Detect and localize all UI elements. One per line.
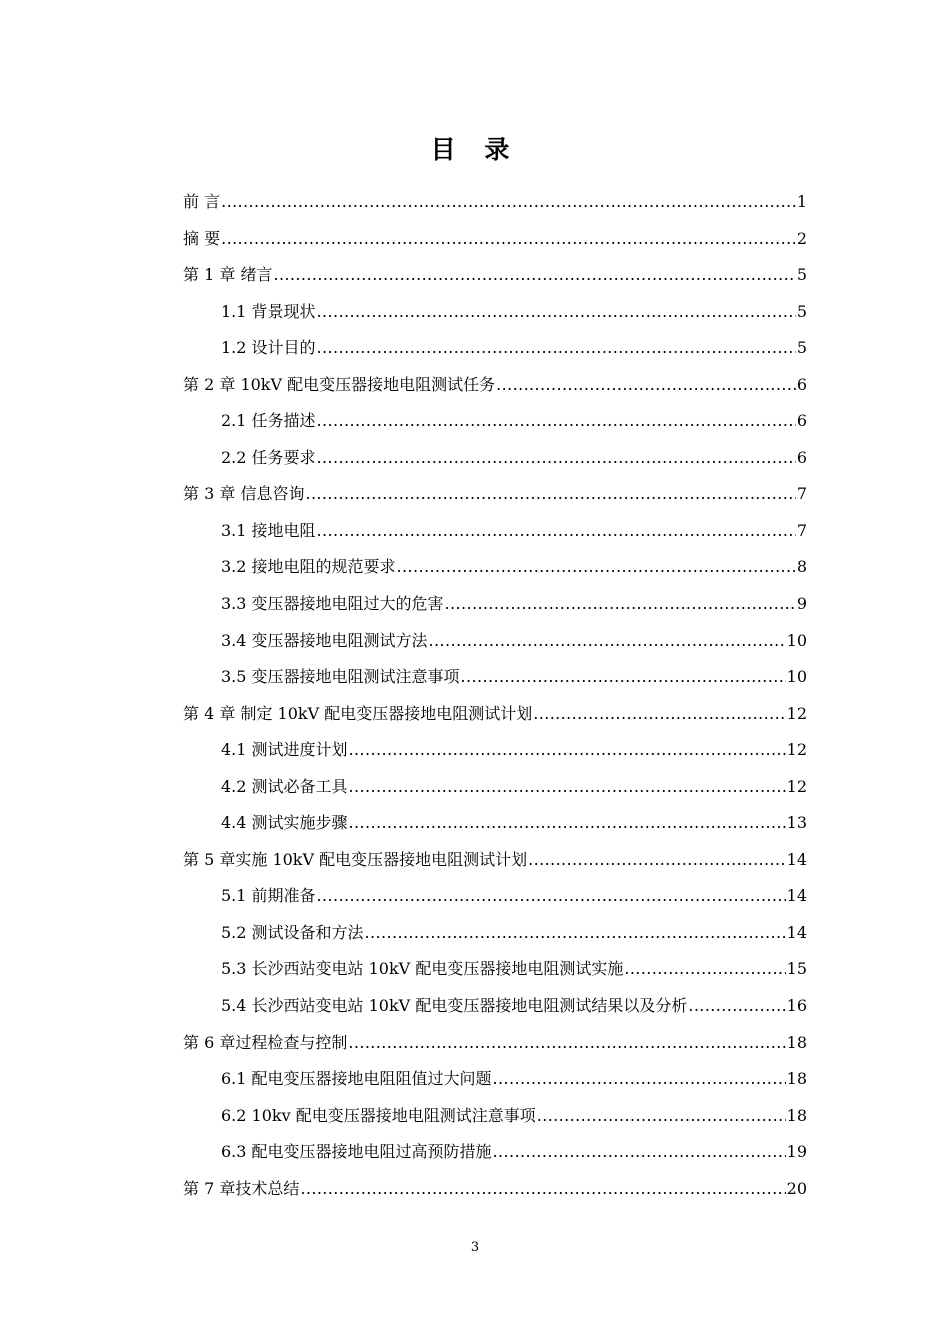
toc-entry[interactable] — [183, 367, 807, 404]
toc-leader-dots — [317, 878, 786, 915]
toc-leader-dots — [317, 294, 796, 331]
toc-entry-label: 第 3 章 信息咨询 — [183, 484, 305, 504]
toc-leader-dots — [317, 330, 796, 367]
toc-entry-page: 15 — [786, 959, 807, 979]
toc-entry-label: 3.2 接地电阻的规范要求 — [221, 557, 396, 577]
toc-entry-page: 10 — [786, 667, 807, 687]
toc-leader-dots — [397, 549, 796, 586]
toc-leader-dots — [533, 696, 785, 733]
toc-entry-page: 19 — [786, 1142, 807, 1162]
toc-entry-page: 9 — [796, 594, 807, 614]
toc-entry[interactable] — [183, 769, 807, 806]
toc-entry-label: 摘 要 — [183, 228, 221, 248]
toc-entry[interactable] — [183, 951, 807, 988]
toc-entry[interactable] — [183, 805, 807, 842]
toc-leader-dots — [349, 805, 786, 842]
toc-entry[interactable] — [183, 586, 807, 623]
toc-leader-dots — [528, 842, 786, 879]
toc-entry[interactable] — [183, 184, 807, 221]
toc-entry-label: 4.1 测试进度计划 — [221, 740, 348, 760]
toc-leader-dots — [349, 769, 786, 806]
toc-entry[interactable] — [183, 403, 807, 440]
toc-entry-page: 2 — [796, 228, 807, 248]
toc-entry-label: 3.4 变压器接地电阻测试方法 — [221, 630, 428, 650]
toc-leader-dots — [349, 732, 786, 769]
toc-entry-page: 6 — [796, 374, 807, 394]
toc-leader-dots — [688, 988, 785, 1025]
toc-entry[interactable] — [183, 257, 807, 294]
toc-entry[interactable] — [183, 1061, 807, 1098]
toc-leader-dots — [537, 1098, 786, 1135]
toc-entry-page: 5 — [796, 265, 807, 285]
toc-entry[interactable] — [183, 1171, 807, 1208]
toc-entry-page: 20 — [786, 1178, 807, 1198]
toc-entry-page: 12 — [786, 776, 807, 796]
toc-leader-dots — [493, 1061, 786, 1098]
toc-entry-label: 前 言 — [183, 192, 221, 211]
toc-entry-page: 7 — [796, 484, 807, 504]
toc-entry-label: 第 4 章 制定 10kV 配电变压器接地电阻测试计划 — [183, 703, 533, 723]
toc-entry-label: 6.1 配电变压器接地电阻阻值过大问题 — [221, 1069, 492, 1089]
toc-entry-page: 12 — [786, 703, 807, 723]
toc-entry-label: 1.1 背景现状 — [221, 301, 316, 321]
toc-entry[interactable] — [183, 513, 807, 550]
toc-entry-page: 12 — [786, 740, 807, 760]
toc-entry[interactable] — [183, 842, 807, 879]
toc-entry[interactable] — [183, 1098, 807, 1135]
toc-entry-label: 6.3 配电变压器接地电阻过高预防措施 — [221, 1142, 492, 1162]
toc-leader-dots — [317, 440, 796, 477]
toc-entry-page: 1 — [796, 192, 807, 211]
toc-leader-dots — [429, 623, 786, 660]
toc-leader-dots — [365, 915, 786, 952]
toc-entry-label: 2.2 任务要求 — [221, 447, 316, 467]
toc-leader-dots — [305, 476, 795, 513]
toc-entry-label: 4.2 测试必备工具 — [221, 776, 348, 796]
toc-entry-page: 18 — [786, 1105, 807, 1125]
toc-title: 目 录 — [430, 135, 520, 164]
toc-leader-dots — [317, 513, 796, 550]
toc-entry-page: 18 — [786, 1069, 807, 1089]
toc-leader-dots — [493, 1134, 786, 1171]
toc-entry-page: 16 — [786, 996, 807, 1016]
toc-entry-label: 5.4 长沙西站变电站 10kV 配电变压器接地电阻测试结果以及分析 — [221, 996, 688, 1016]
toc-leader-dots — [445, 586, 796, 623]
toc-entry-label: 5.1 前期准备 — [221, 886, 316, 906]
toc-entry-label: 5.3 长沙西站变电站 10kV 配电变压器接地电阻测试实施 — [221, 959, 624, 979]
toc-entry-page: 6 — [796, 447, 807, 467]
toc-entry[interactable] — [183, 330, 807, 367]
toc-entry-label: 第 5 章实施 10kV 配电变压器接地电阻测试计划 — [183, 849, 528, 869]
toc-entry-label: 3.3 变压器接地电阻过大的危害 — [221, 594, 444, 614]
toc-entry-label: 4.4 测试实施步骤 — [221, 813, 348, 833]
toc-entry[interactable] — [183, 915, 807, 952]
toc-entry[interactable] — [183, 221, 807, 258]
toc-entry-page: 5 — [796, 338, 807, 358]
toc-entry[interactable] — [183, 549, 807, 586]
toc-list — [183, 184, 807, 1207]
toc-entry-page: 14 — [786, 886, 807, 906]
toc-entry-page: 13 — [786, 813, 807, 833]
toc-entry[interactable] — [183, 988, 807, 1025]
toc-leader-dots — [221, 221, 796, 258]
toc-entry-page: 10 — [786, 630, 807, 650]
toc-entry[interactable] — [183, 476, 807, 513]
toc-entry-label: 3.1 接地电阻 — [221, 520, 316, 540]
toc-entry-label: 3.5 变压器接地电阻测试注意事项 — [221, 667, 460, 687]
toc-entry-page: 14 — [786, 922, 807, 942]
toc-entry-label: 第 1 章 绪言 — [183, 265, 273, 285]
toc-entry[interactable] — [183, 294, 807, 331]
toc-entry-label: 第 2 章 10kV 配电变压器接地电阻测试任务 — [183, 374, 496, 394]
toc-entry[interactable] — [183, 1025, 807, 1062]
toc-entry-label: 第 6 章过程检查与控制 — [183, 1032, 348, 1052]
toc-entry-page: 18 — [786, 1032, 807, 1052]
toc-entry-label: 2.1 任务描述 — [221, 411, 316, 431]
toc-entry[interactable] — [183, 696, 807, 733]
toc-leader-dots — [300, 1171, 785, 1208]
toc-entry-label: 1.2 设计目的 — [221, 338, 316, 358]
toc-leader-dots — [624, 951, 785, 988]
toc-leader-dots — [317, 403, 796, 440]
toc-entry[interactable] — [183, 440, 807, 477]
toc-leader-dots — [221, 184, 796, 221]
toc-entry[interactable] — [183, 623, 807, 660]
toc-entry-label: 5.2 测试设备和方法 — [221, 922, 364, 942]
toc-leader-dots — [348, 1025, 785, 1062]
toc-leader-dots — [496, 367, 796, 404]
toc-entry-page: 5 — [796, 301, 807, 321]
toc-entry-page: 8 — [796, 557, 807, 577]
page-number: 3 — [470, 1240, 480, 1255]
toc-entry-page: 7 — [796, 520, 807, 540]
toc-entry[interactable] — [183, 659, 807, 696]
toc-leader-dots — [273, 257, 795, 294]
toc-entry[interactable] — [183, 878, 807, 915]
toc-entry[interactable] — [183, 732, 807, 769]
toc-entry-label: 第 7 章技术总结 — [183, 1178, 300, 1198]
toc-entry-page: 6 — [796, 411, 807, 431]
toc-entry[interactable] — [183, 1134, 807, 1171]
toc-leader-dots — [461, 659, 786, 696]
toc-entry-page: 14 — [786, 849, 807, 869]
toc-entry-label: 6.2 10kv 配电变压器接地电阻测试注意事项 — [221, 1105, 536, 1125]
